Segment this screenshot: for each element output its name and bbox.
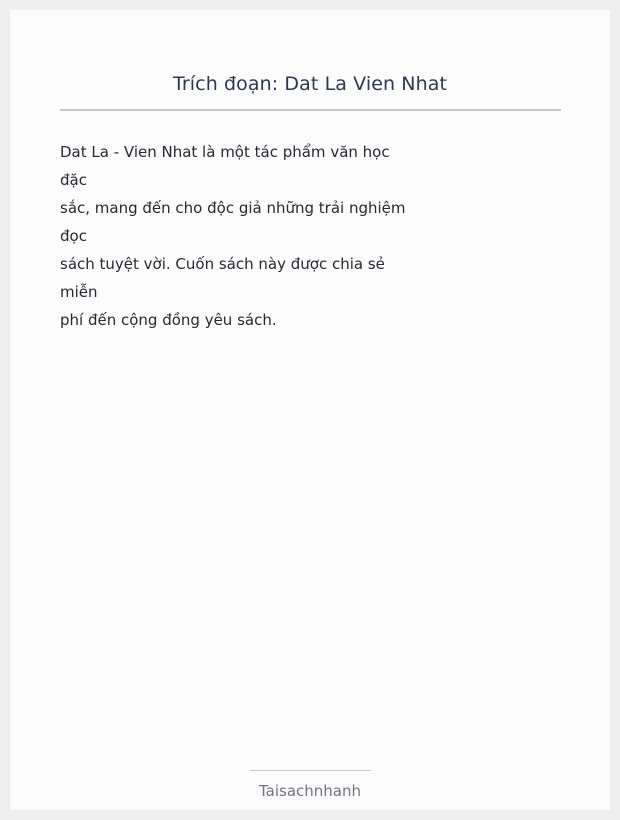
body-line: đọc — [60, 227, 87, 245]
title-divider — [60, 109, 561, 111]
footer-divider — [250, 770, 371, 771]
document-title: Trích đoạn: Dat La Vien Nhat — [172, 73, 448, 95]
document-page — [10, 10, 610, 810]
footer-source-label: Taisachnhanh — [258, 782, 362, 800]
body-line: phí đến cộng đồng yêu sách. — [60, 311, 277, 329]
body-line: Dat La - Vien Nhat là một tác phẩm văn học — [60, 143, 390, 161]
body-line: đặc — [60, 171, 87, 189]
body-line: sắc, mang đến cho độc giả những trải nghiệm — [60, 199, 406, 217]
body-line: sách tuyệt vời. Cuốn sách này được chia sẻ — [60, 255, 385, 273]
excerpt-body — [60, 138, 420, 334]
body-line: miễn — [60, 283, 98, 301]
